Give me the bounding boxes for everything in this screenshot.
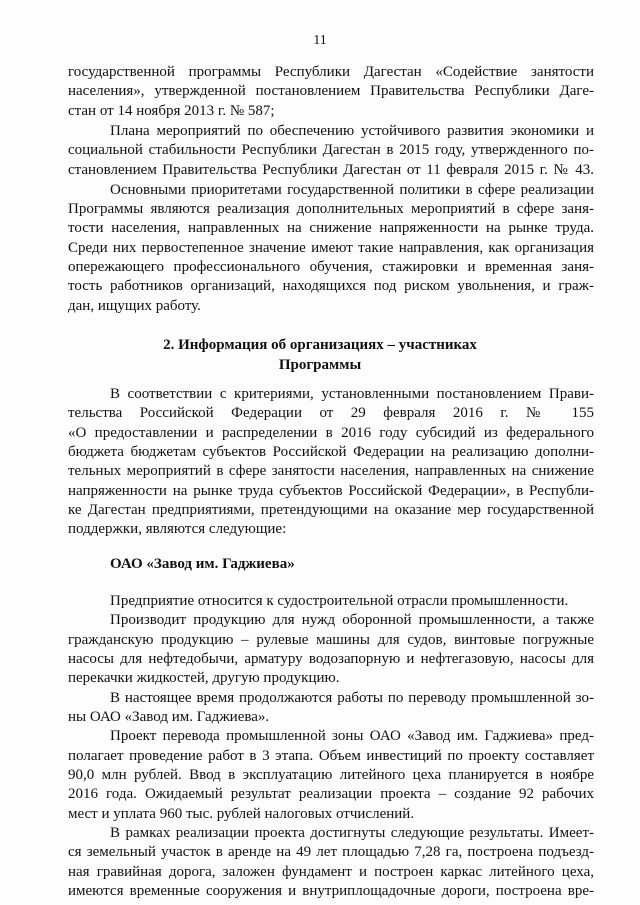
text-line: становлением Правительства Республики Дагестан от 11 февраля 2015 г. № 43. bbox=[68, 161, 594, 178]
text-line: Программы являются реализация дополнительных мероприятий в сфере заня- bbox=[68, 201, 594, 218]
text-line: насосы для нефтедобычи, арматуру водозапорную и нефтегазовую, насосы для bbox=[68, 651, 594, 668]
text-line: 90,0 млн рублей. Ввод в эксплуатацию литейного цеха планируется в ноябре bbox=[68, 767, 594, 784]
text-line: «О предоставлении и распределении в 2016 году субсидий из федерального bbox=[68, 424, 594, 441]
company-heading: ОАО «Завод им. Гаджиева» bbox=[110, 556, 295, 573]
section-heading-continued: Программы bbox=[278, 356, 362, 373]
text-line: В соответствии с критериями, установленными постановлением Прави- bbox=[110, 386, 594, 403]
text-line: бюджета бюджетам субъектов Российской Федерации на реализацию дополни- bbox=[68, 444, 594, 461]
text-line: ке Дагестан предприятиями, претендующими на оказание мер государственной bbox=[68, 502, 594, 519]
section-heading: 2. Информация об организациях – участниках bbox=[163, 337, 477, 354]
text-line: ная гравийная дорога, заложен фундамент и построен каркас литейного цеха, bbox=[68, 863, 594, 880]
text-line: тость работников организаций, находящихся под риском увольнения, и граж- bbox=[68, 278, 594, 295]
text-line: Основными приоритетами государственной политики в сфере реализации bbox=[110, 181, 594, 198]
text-line: социальной стабильности Республики Дагестан в 2015 году, утвержденного по- bbox=[68, 142, 594, 159]
text-line: мест и уплата 960 тыс. рублей налоговых отчислений. bbox=[68, 805, 415, 822]
text-line: Проект перевода промышленной зоны ОАО «Завод им. Гаджиева» пред- bbox=[110, 728, 594, 745]
text-line: Плана мероприятий по обеспечению устойчивого развития экономики и bbox=[110, 122, 594, 139]
text-line: имеются временные сооружения и внутриплощадочные дороги, построена вре- bbox=[68, 883, 594, 899]
text-line: ся земельный участок в аренде на 49 лет площадью 7,28 га, построена подъезд- bbox=[68, 844, 594, 861]
text-line: В настоящее время продолжаются работы по переводу промышленной зо- bbox=[110, 689, 594, 706]
text-line: полагает проведение работ в 3 этапа. Объем инвестиций по проекту составляет bbox=[68, 747, 594, 764]
text-line: опережающего профессионального обучения, стажировки и временная заня- bbox=[68, 259, 594, 276]
text-line: Предприятие относится к судостроительной отрасли промышленности. bbox=[110, 593, 569, 610]
text-line: тельства Российской Федерации от 29 февраля 2016 г. № 155 bbox=[68, 405, 594, 422]
text-line: государственной программы Республики Дагестан «Содействие занятости bbox=[68, 64, 594, 80]
text-line: гражданскую продукцию – рулевые машины для судов, винтовые погружные bbox=[68, 631, 594, 648]
text-line: перекачки жидкостей, другую продукцию. bbox=[68, 670, 340, 687]
text-line: В рамках реализации проекта достигнуты следующие результаты. Имеет- bbox=[110, 825, 594, 842]
text-line: тельных мероприятий в сфере занятости населения, направленных на снижение bbox=[68, 463, 594, 480]
text-line: Среди них первостепенное значение имеют такие направления, как организация bbox=[68, 239, 594, 256]
text-line: стан от 14 ноября 2013 г. № 587; bbox=[68, 102, 275, 119]
text-line: поддержки, являются следующие: bbox=[68, 521, 287, 538]
text-line: тости населения, направленных на снижение напряженности на рынке труда. bbox=[68, 220, 594, 237]
text-line: населения», утвержденной постановлением Правительства Республики Даге- bbox=[68, 83, 594, 100]
text-line: ны ОАО «Завод им. Гаджиева». bbox=[68, 709, 270, 726]
text-line: 2016 года. Ожидаемый результат реализации проекта – создание 92 рабочих bbox=[68, 786, 594, 803]
text-line: напряженности на рынке труда субъектов Российской Федерации», в Республи- bbox=[68, 482, 594, 499]
text-line: Производит продукцию для нужд оборонной промышленности, а также bbox=[110, 612, 594, 629]
page-number: 11 bbox=[313, 33, 327, 48]
text-line: дан, ищущих работу. bbox=[68, 297, 201, 314]
